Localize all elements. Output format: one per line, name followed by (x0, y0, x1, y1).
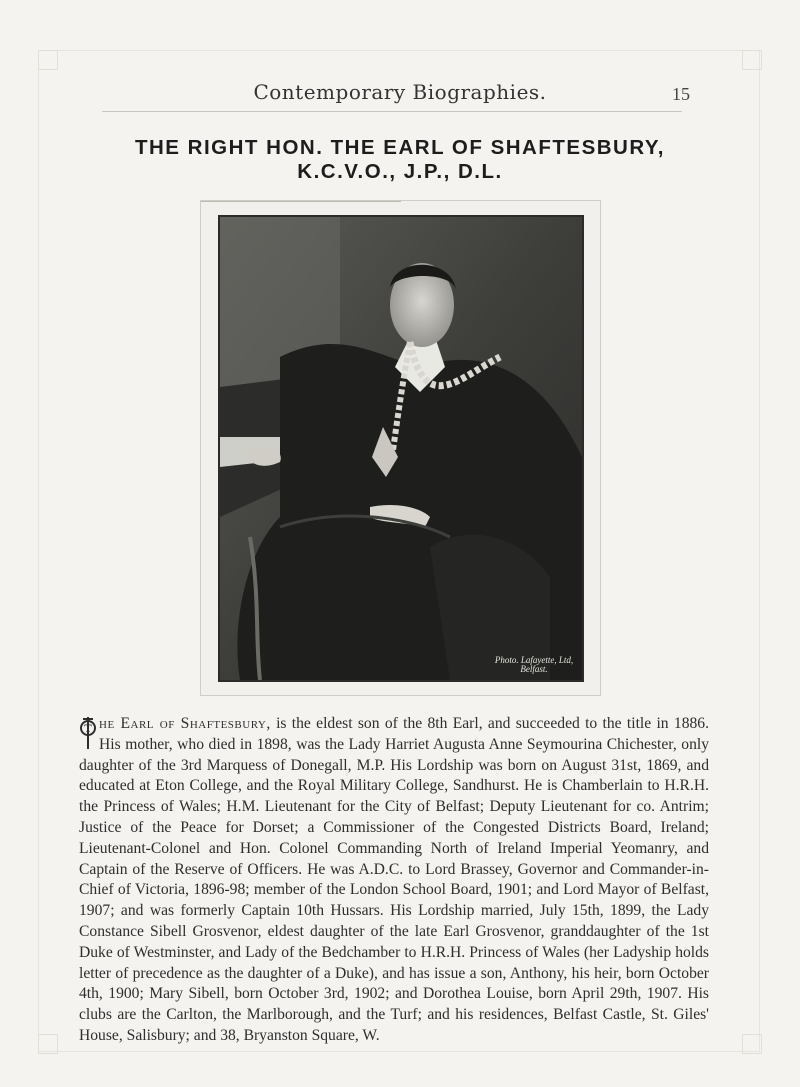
corner-ornament (38, 50, 58, 70)
biography-body: is the eldest son of the 8th Earl, and succeeded to the title in 1886. His mother, who died in 1898, was the Lady Harriet Augusta Anne Seymourina Chichester, only daughter of the 3rd Marquess of Donegall, M.P. His Lordship was born on August 31st, 1869, and educated at Eton College, and the Royal Military College, Sandhurst. He is Chamberlain to H.R.H. the Princess of Wales; H.M. Lieutenant for the City of Belfast; Deputy Lieutenant for co. Antrim; Justice of the Peace for Dorset; a Commissioner of the Congested Districts Board, Ireland; Lieutenant-Colonel and Hon. Colonel Commanding North of Ireland Imperial Yeomanry, and Captain of the Reserve of Officers. He was A.D.C. to Lord Brassey, Governor and Commander-in-Chief of Victoria, 1896-98; member of the London School Board, 1901; and Lord Mayor of Belfast, 1907; and was formerly Captain 10th Hussars. His Lordship married, July 15th, 1899, the Lady Constance Sibell Grosvenor, eldest daughter of the late Earl Grosvenor, granddaughter of the 1st Duke of Westminster, and Lady of the Bedchamber to H.R.H. Princess of Wales (her Ladyship holds letter of precedence as the daughter of a Duke), and has issue a son, Anthony, his heir, born October 4th, 1900; Mary Sibell, born October 3rd, 1902; and Dorothea Louise, born April 29th, 1907. His clubs are the Carlton, the Marlborough, and the Turf; and his residences, Belfast Castle, St. Giles' House, Salisbury; and 38, Bryanston Square, W. (79, 715, 709, 1044)
photo-credit-line-1: Photo. Lafayette, Ltd, (494, 655, 574, 665)
corner-ornament (742, 50, 762, 70)
corner-ornament (742, 1034, 762, 1054)
drop-cap (79, 715, 97, 753)
biography-text (79, 714, 709, 1047)
portrait-image (220, 217, 582, 680)
running-title: Contemporary Biographies. (253, 80, 547, 104)
photo-credit-line-2: Belfast. (520, 664, 548, 674)
corner-ornament (38, 1034, 58, 1054)
header-rule (102, 111, 682, 112)
article-title (0, 136, 800, 184)
title-line-2: K.C.V.O., J.P., D.L. (297, 160, 503, 183)
drop-cap-letter: T (84, 724, 92, 735)
lead-words: he Earl of Shaftesbury, (99, 715, 271, 732)
portrait-photograph (218, 215, 584, 682)
title-line-1: THE RIGHT HON. THE EARL OF SHAFTESBURY, (134, 136, 666, 159)
page-number: 15 (672, 84, 690, 104)
drop-cap-ornament-icon (80, 715, 96, 751)
photo-credit (494, 656, 574, 674)
